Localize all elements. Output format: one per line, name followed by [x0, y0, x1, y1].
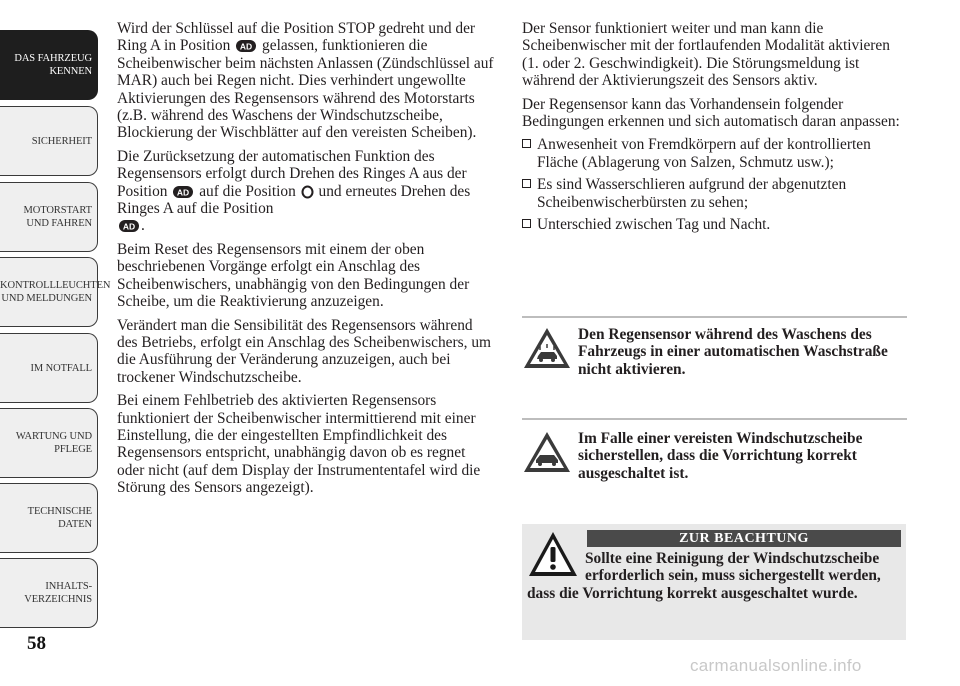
warning-iced-windshield	[522, 418, 907, 482]
tab-label: INHALTS-VERZEICHNIS	[24, 581, 92, 605]
list-item: Anwesenheit von Fremdkörpern auf der kontrollierten Fläche (Ablagerung von Salzen, Schmutz usw.);	[522, 136, 907, 171]
tab-label: SICHERHEIT	[31, 135, 92, 147]
auto-wiper-icon	[118, 219, 140, 233]
watermark: carmanualsonline.info	[690, 656, 862, 675]
condition-list	[522, 136, 907, 233]
right-column	[522, 20, 907, 239]
exclamation-warning-icon	[527, 530, 579, 578]
chapter-sidebar	[0, 0, 111, 686]
page-number: 58	[27, 633, 46, 654]
tab-das-fahrzeug-kennen[interactable]	[0, 30, 98, 100]
divider	[522, 316, 907, 318]
tab-label: DAS FAHRZEUG KENNEN	[14, 53, 92, 77]
tab-inhaltsverzeichnis[interactable]	[0, 558, 98, 628]
auto-wiper-icon	[235, 39, 257, 53]
checkbox-bullet-icon	[522, 219, 531, 228]
warning-text: Den Regensensor während des Waschens des Fahrzeugs in einer automatischen Waschstraße nicht aktivieren.	[578, 326, 888, 378]
divider	[522, 418, 907, 420]
warning-text: Im Falle einer vereisten Windschutzscheibe sicherstellen, dass die Vorrichtung korrekt ausgeschaltet ist.	[578, 430, 863, 482]
auto-wiper-icon	[172, 185, 194, 199]
paragraph: Verändert man die Sensibilität des Regensensors während des Betriebs, erfolgt ein Anschlag des Scheibenwischers, um die Ausführung der Veränderung anzuzeigen, auch bei trockener Windschutzscheibe.	[117, 316, 491, 386]
tab-label: MOTORSTART UND FAHREN	[23, 205, 92, 229]
paragraph: Der Regensensor kann das Vorhandensein folgender Bedingungen erkennen und sich automatisch daran anpassen:	[522, 95, 900, 131]
paragraph: Beim Reset des Regensensors mit einem der oben beschriebenen Vorgänge erfolgt ein Anschlag des Scheibenwischers, unabhängig von den Bedingungen der Scheibe, um die Reaktivierung anzuzeigen.	[117, 240, 470, 311]
checkbox-bullet-icon	[522, 139, 531, 148]
warning-car-wash	[522, 316, 907, 378]
paragraph: Wird der Schlüssel auf die Position STOP gedreht und der Ring A in Position AD gelassen, funktionieren die Scheibenwischer beim nächsten Anlassen (Zündschlüssel auf MAR) auch bei Regen nicht. Dies verhindert ungewollte Aktivierungen des Regensensors während des Motorstarts (z.B. während des Waschens der Windschutzscheibe, Blockierung der Wischblätter auf den vereisten Scheiben).	[117, 20, 494, 142]
paragraph: Die Zurücksetzung der automatischen Funktion des Regensensors erfolgt durch Drehen des Ringes A aus der Position AD auf die Position und erneutes Drehen des Ringes A auf die Position AD .	[117, 147, 471, 235]
tab-sicherheit[interactable]	[0, 106, 98, 176]
paragraph: Bei einem Fehlbetrieb des aktivierten Regensensors funktioniert der Scheibenwischer intermittierend mit einer Einstellung, die der eingestellten Empfindlichkeit des Regensensors entspricht, unabhängig davon ob es regnet oder nicht (auf dem Display der Instrumententafel wird die Störung des Sensors angezeigt).	[117, 392, 481, 497]
tab-motorstart-und-fahren[interactable]	[0, 182, 98, 252]
list-item: Unterschied zwischen Tag und Nacht.	[522, 216, 907, 233]
checkbox-bullet-icon	[522, 179, 531, 188]
tab-label: WARTUNG UND PFLEGE	[15, 431, 92, 455]
tab-label: TECHNISCHE DATEN	[27, 506, 92, 530]
tab-kontrollleuchten[interactable]	[0, 257, 111, 327]
list-item: Es sind Wasserschlieren aufgrund der abgenutzten Scheibenwischerbürsten zu sehen;	[522, 176, 907, 211]
car-wash-warning-icon	[522, 326, 572, 370]
attention-text: Sollte eine Reinigung der Windschutzscheibe erforderlich sein, muss sichergestellt werden, dass die Vorrichtung korrekt ausgeschaltet wurde.	[527, 550, 881, 602]
svg-text:AD: AD	[240, 41, 253, 52]
svg-text:AD: AD	[177, 187, 190, 198]
attention-box	[522, 524, 906, 640]
tab-technische-daten[interactable]	[0, 483, 98, 553]
car-warning-icon	[522, 430, 572, 474]
attention-title: ZUR BEACHTUNG	[587, 530, 901, 547]
svg-text:AD: AD	[122, 221, 136, 232]
off-position-icon	[301, 185, 314, 199]
tab-label: IM NOTFALL	[30, 362, 92, 374]
tab-im-notfall[interactable]	[0, 333, 98, 403]
paragraph: Der Sensor funktioniert weiter und man kann die Scheibenwischer mit der fortlaufenden Modalität aktivieren (1. oder 2. Geschwindigkeit). Die Störungsmeldung ist während der Aktivierungszeit des Sensors aktiv.	[522, 20, 890, 90]
tab-wartung-und-pflege[interactable]	[0, 408, 98, 478]
left-column	[117, 20, 495, 503]
tab-label: KONTROLLLEUCHTEN UND MELDUNGEN	[0, 280, 111, 304]
